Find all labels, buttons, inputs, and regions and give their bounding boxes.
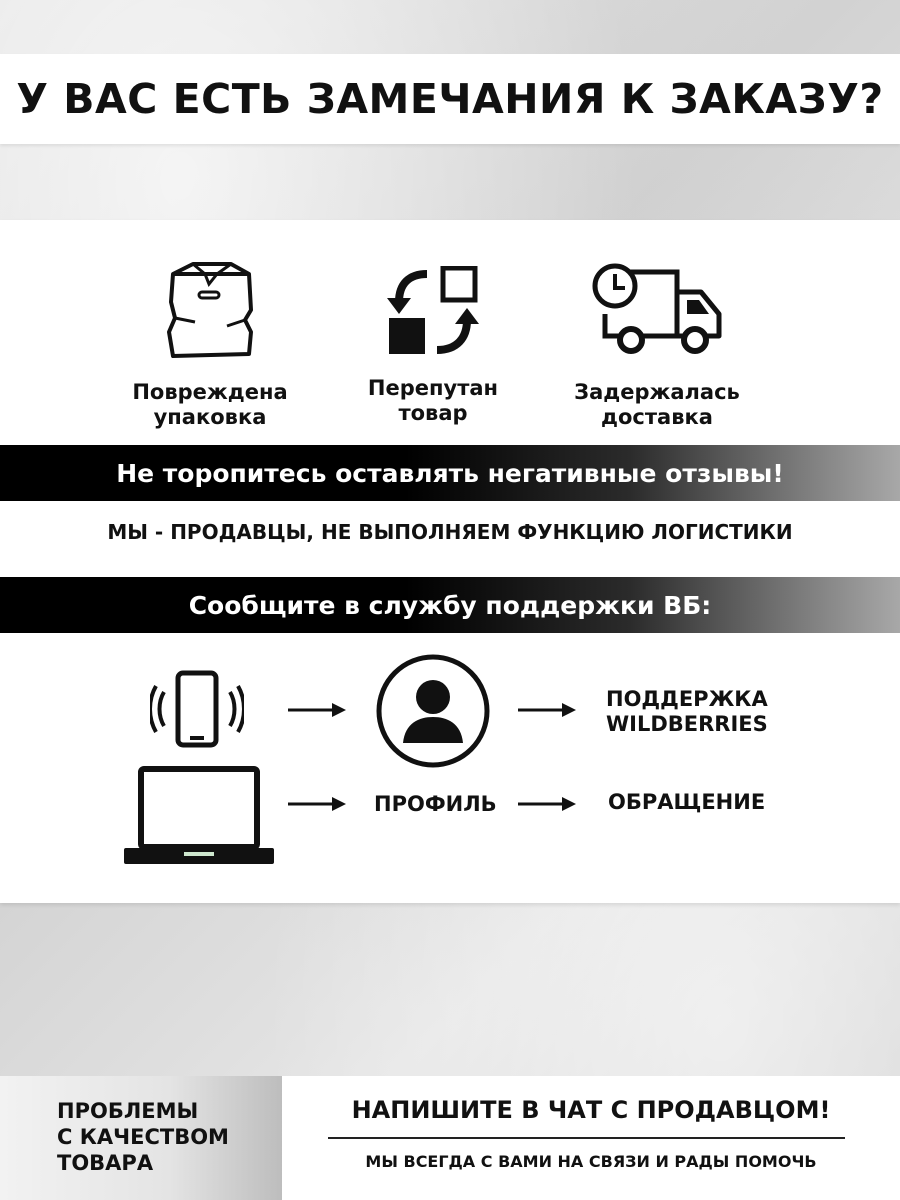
issue-late-delivery [547,262,767,430]
issue-damaged-packaging [100,262,320,430]
support-step-line2: WILDBERRIES [606,712,768,736]
arrow-right-icon [288,702,348,718]
damaged-box-icon [165,262,255,362]
arrow-right-icon [288,796,348,812]
support-step-line1: ПОДДЕРЖКА [606,687,768,711]
issue-label: Задержалась доставка [574,380,740,429]
main-panel [0,220,900,903]
delivery-truck-clock-icon [591,262,723,362]
footer-quality-text: ПРОБЛЕМЫ С КАЧЕСТВОМ ТОВАРА [57,1099,229,1175]
appeal-step: ОБРАЩЕНИЕ [608,790,766,814]
arrow-right-icon [518,702,578,718]
issue-wrong-item [323,262,543,426]
support-banner-text: Сообщите в службу поддержки ВБ: [188,590,712,620]
footer-quality-block [0,1076,282,1200]
warning-banner [0,445,900,501]
arrow-right-icon [518,796,578,812]
issue-label: Перепутан товар [367,376,499,425]
page-title: У ВАС ЕСТЬ ЗАМЕЧАНИЯ К ЗАКАЗУ? [16,75,884,123]
support-banner [0,577,900,633]
footer-subline: МЫ ВСЕГДА С ВАМИ НА СВЯЗИ И РАДЫ ПОМОЧЬ [365,1152,817,1171]
title-band [0,54,900,144]
footer-chat-block [282,1076,900,1200]
seller-notice: МЫ - ПРОДАВЦЫ, НЕ ВЫПОЛНЯЕМ ФУНКЦИЮ ЛОГИСТИКИ [107,520,793,544]
swap-arrows-icon [387,266,479,358]
warning-banner-text: Не торопитесь оставлять негативные отзывы! [116,458,784,488]
profile-step: ПРОФИЛЬ [374,792,497,816]
footer-divider [328,1137,845,1139]
footer-headline: НАПИШИТЕ В ЧАТ С ПРОДАВЦОМ! [351,1096,831,1124]
laptop-icon [124,766,274,866]
user-profile-icon [375,653,491,769]
smartphone-icon [150,670,244,750]
issue-label: Повреждена упаковка [132,380,288,429]
